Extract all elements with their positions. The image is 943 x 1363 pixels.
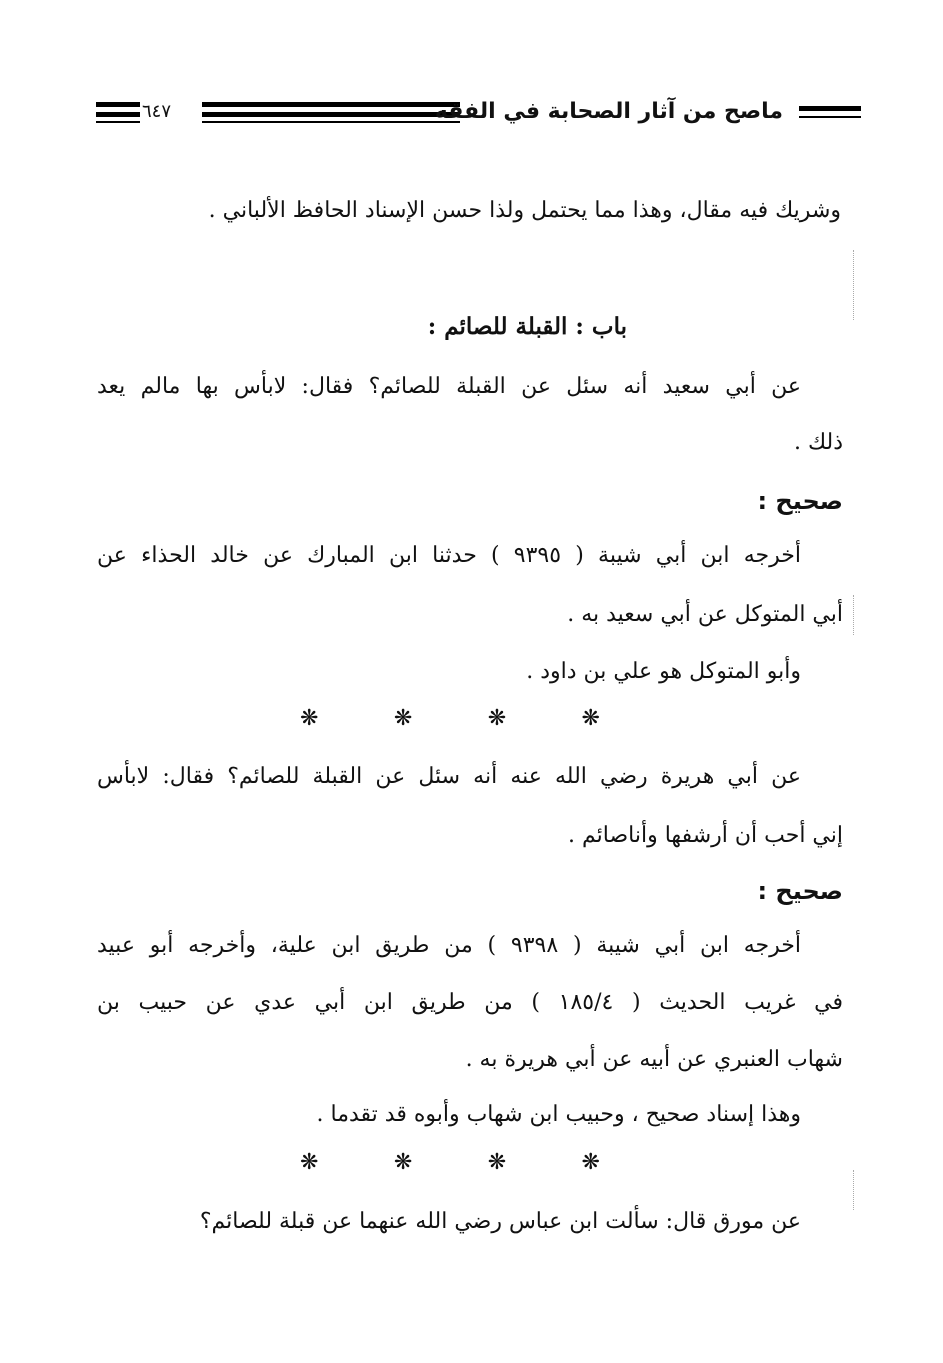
header-rule-middle-bottom bbox=[202, 121, 460, 123]
book-title: ماصح من آثار الصحابة في الفقه bbox=[434, 99, 783, 124]
section-heading: باب : القبلة للصائم : bbox=[427, 313, 627, 340]
grading-label: صحيح : bbox=[757, 877, 843, 905]
text-line: أخرجه ابن أبي شيبة ( ٩٣٩٥ ) حدثنا ابن المبارك عن خالد الحذاء عن bbox=[97, 543, 801, 568]
section-separator bbox=[300, 706, 600, 732]
page-number: ٦٤٧ bbox=[142, 101, 172, 122]
text-line: شهاب العنبري عن أبيه عن أبي هريرة به . bbox=[465, 1047, 843, 1072]
star-ornament: ❋ bbox=[581, 706, 600, 731]
grading-label: صحيح : bbox=[757, 487, 843, 515]
header-rule-right-top bbox=[799, 106, 861, 111]
text-line: أخرجه ابن أبي شيبة ( ٩٣٩٨ ) من طريق ابن علية، وأخرجه أبو عبيد bbox=[97, 933, 802, 958]
text-line: إني أحب أن أرشفها وأناصائم . bbox=[568, 823, 843, 848]
star-ornament: ❋ bbox=[393, 706, 413, 731]
text-line: وأبو المتوكل هو علي بن داود . bbox=[526, 659, 801, 684]
star-ornament: ❋ bbox=[300, 1150, 319, 1175]
header-rule-left-bottom bbox=[96, 121, 140, 123]
margin-marks bbox=[853, 250, 856, 320]
margin-marks bbox=[853, 1170, 856, 1210]
header-rule-middle-mid bbox=[202, 112, 460, 117]
header-rule-middle-top bbox=[202, 102, 460, 107]
text-line: وهذا إسناد صحيح ، وحبيب ابن شهاب وأبوه قد تقدما . bbox=[316, 1102, 801, 1127]
text-line: أبي المتوكل عن أبي سعيد به . bbox=[567, 602, 843, 627]
section-separator bbox=[300, 1150, 600, 1176]
star-ornament: ❋ bbox=[300, 706, 319, 731]
text-line: عن مورق قال: سألت ابن عباس رضي الله عنهما عن قبلة للصائم؟ bbox=[199, 1209, 801, 1234]
star-ornament: ❋ bbox=[487, 1150, 507, 1175]
running-header bbox=[96, 92, 861, 132]
text-line: عن أبي سعيد أنه سئل عن القبلة للصائم؟ فقال: لابأس بها مالم يعد bbox=[97, 374, 801, 399]
star-ornament: ❋ bbox=[393, 1150, 413, 1175]
text-line: عن أبي هريرة رضي الله عنه أنه سئل عن القبلة للصائم؟ فقال: لابأس bbox=[97, 764, 801, 789]
star-ornament: ❋ bbox=[581, 1150, 600, 1175]
header-rule-left-mid bbox=[96, 112, 140, 117]
text-line: في غريب الحديث ( ١٨٥/٤ ) من طريق ابن أبي عدي عن حبيب بن bbox=[97, 990, 843, 1015]
star-ornament: ❋ bbox=[487, 706, 507, 731]
margin-marks bbox=[853, 595, 856, 635]
text-line: وشريك فيه مقال، وهذا مما يحتمل ولذا حسن الإسناد الحافظ الألباني . bbox=[208, 198, 841, 223]
header-rule-left-top bbox=[96, 102, 140, 107]
text-line: ذلك . bbox=[793, 430, 843, 455]
header-rule-right-bottom bbox=[799, 116, 861, 118]
